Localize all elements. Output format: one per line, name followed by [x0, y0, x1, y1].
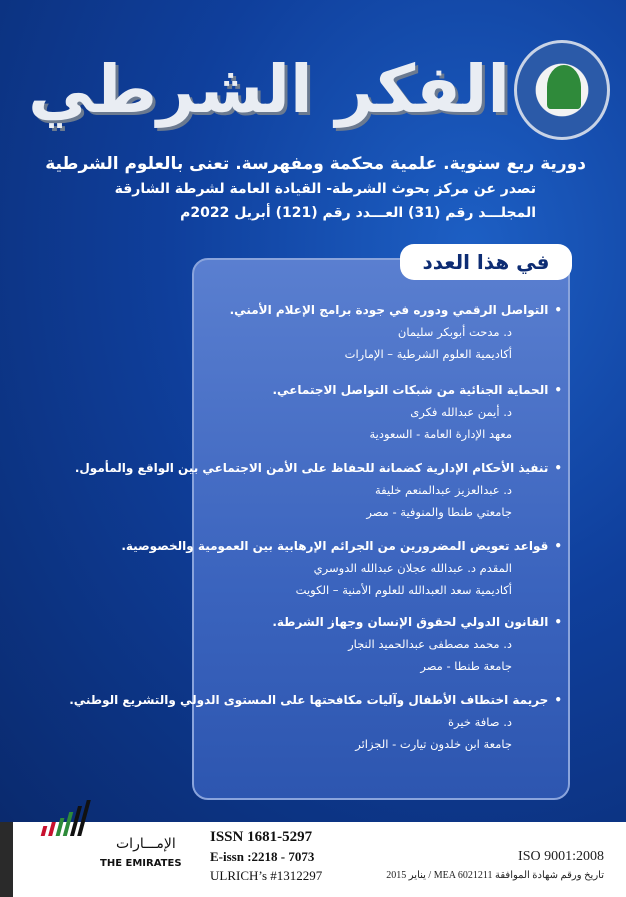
article-item — [121, 538, 562, 598]
article-item — [69, 692, 562, 752]
article-title: • القانون الدولي لحقوق الإنسان وجهاز الشرطة. — [202, 614, 562, 630]
emirates-logo — [40, 832, 182, 874]
iso-certificate: تاريخ ورقم شهادة الموافقة MEA 6021211 / يناير 2015 — [386, 870, 604, 881]
article-title: • الحماية الجنائية من شبكات التواصل الاجتماعي. — [202, 382, 562, 398]
article-item — [202, 302, 562, 362]
subtitle-line-2: تصدر عن مركز بحوث الشرطة- القيادة العامة لشرطة الشارقة — [114, 181, 536, 197]
issn: ISSN 1681-5297 — [210, 829, 313, 845]
article-institution: أكاديمية سعد العبدالله للعلوم الأمنية – الكويت — [295, 583, 512, 597]
article-institution: جامعتي طنطا والمنوفية - مصر — [366, 505, 512, 519]
article-author: المقدم د. عبدالله عجلان عبدالله الدوسري — [313, 561, 512, 575]
volume-issue-line: المجلـــد رقم (31) العـــدد رقم (121) أبريل 2022م — [180, 205, 536, 221]
article-institution: جامعة طنطا - مصر — [420, 659, 512, 673]
issn-block — [210, 828, 322, 885]
article-item — [74, 460, 562, 520]
iso-standard: ISO 9001:2008 — [518, 849, 604, 864]
article-author: د. صافة خيرة — [448, 715, 512, 729]
article-author: د. محمد مصطفى عبدالحميد النجار — [348, 637, 512, 651]
article-institution: معهد الإدارة العامة - السعودية — [369, 427, 512, 441]
emirates-english: THE EMIRATES — [100, 858, 182, 869]
emirates-arabic: الإمـــارات — [116, 836, 176, 852]
article-author: د. مدحت أبوبكر سليمان — [397, 325, 512, 339]
article-institution: أكاديمية العلوم الشرطية – الإمارات — [344, 347, 512, 361]
article-title: • التواصل الرقمي ودوره في جودة برامج الإعلام الأمني. — [202, 302, 562, 318]
article-title: • تنفيذ الأحكام الإدارية كضمانة للحفاظ على الأمن الاجتماعي بين الواقع والمأمول. — [202, 460, 562, 476]
iso-block — [386, 848, 604, 882]
article-title: • قواعد تعويض المضرورين من الجرائم الإرهابية بين العمومية والخصوصية. — [202, 538, 562, 554]
left-edge-strip — [0, 822, 13, 897]
ulrich-number: ULRICH’s #1312297 — [210, 868, 323, 883]
subtitle-line-1: دورية ربع سنوية. علمية محكمة ومفهرسة. تعنى بالعلوم الشرطية — [45, 154, 586, 174]
article-item — [202, 614, 562, 674]
article-author: د. عبدالعزيز عبدالمنعم خليفة — [374, 483, 512, 497]
article-item — [202, 382, 562, 442]
contents-heading: في هذا العدد — [400, 244, 572, 280]
article-institution: جامعة ابن خلدون تيارت - الجزائر — [355, 737, 512, 751]
palm-icon — [547, 65, 581, 109]
article-title: • جريمة اختطاف الأطفال وآليات مكافحتها على المستوى الدولي والتشريع الوطني. — [202, 692, 562, 708]
magazine-title: الفكر الشرطي — [28, 51, 510, 128]
eissn: E-issn :2218 - 7073 — [210, 849, 315, 864]
police-emblem-logo — [514, 40, 610, 140]
article-author: د. أيمن عبدالله فكرى — [410, 405, 512, 419]
